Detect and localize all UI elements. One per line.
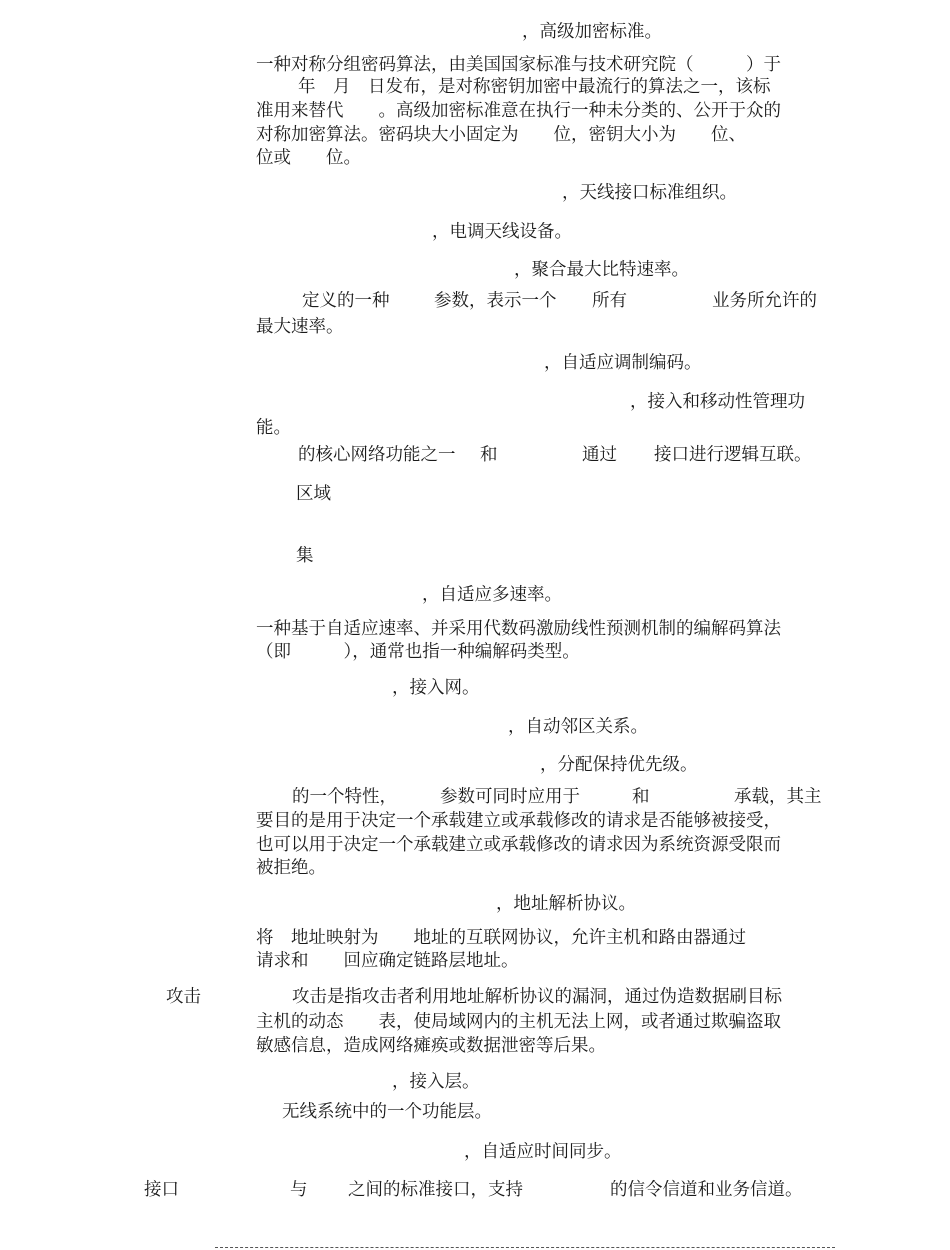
as-def: 无线系统中的一个功能层。	[282, 1102, 492, 1122]
ambr-def-fragment-1: 定义的一种	[302, 291, 390, 311]
abis-def-fragment-2: 之间的标准接口，支持	[348, 1180, 523, 1200]
aes-def-line-2: 年 月 日发布，是对称密钥加密中最流行的算法之一，该标	[298, 77, 771, 97]
anr-term: ，自动邻区关系。	[508, 717, 648, 737]
set-label: 集	[296, 546, 314, 566]
aisg-term: ，天线接口标准组织。	[562, 183, 737, 203]
amf-def-fragment-2: 和	[480, 445, 498, 465]
arp-attack-term: 攻击	[166, 987, 201, 1007]
arp-attack-def-line-3: 敏感信息，造成网络瘫痪或数据泄密等后果。	[256, 1036, 606, 1056]
arp-protocol-def-line-1: 将 地址映射为 地址的互联网协议，允许主机和路由器通过	[256, 928, 746, 948]
ret-term: ，电调天线设备。	[432, 222, 572, 242]
area-label: 区域	[296, 484, 331, 504]
amr-def-line-1: 一种基于自适应速率、并采用代数码激励线性预测机制的编解码算法	[256, 619, 781, 639]
arp-attack-def-line-1: 攻击是指攻击者利用地址解析协议的漏洞，通过伪造数据刷目标	[292, 987, 782, 1007]
an-term: ，接入网。	[392, 678, 480, 698]
arp-def-fragment-3: 和	[632, 787, 650, 807]
ats-term: ，自适应时间同步。	[464, 1142, 622, 1162]
footer-divider	[215, 1247, 835, 1248]
ambr-def-fragment-4: 业务所允许的	[712, 291, 817, 311]
amr-def-line-2: （即 ），通常也指一种编解码类型。	[256, 642, 580, 662]
amc-term: ，自适应调制编码。	[544, 353, 702, 373]
arp-def-fragment-4: 承载，其主	[734, 787, 822, 807]
amf-def-fragment-4: 接口进行逻辑互联。	[654, 445, 812, 465]
arp-def-line-3: 也可以用于决定一个承载建立或承载修改的请求因为系统资源受限而	[256, 835, 781, 855]
arp-protocol-term: ，地址解析协议。	[496, 894, 636, 914]
ambr-def-line-2: 最大速率。	[256, 317, 344, 337]
amf-term: ，接入和移动性管理功	[630, 392, 805, 412]
aes-def-line-3: 准用来替代 。高级加密标准意在执行一种未分类的、公开于众的	[256, 101, 781, 121]
aes-def-line-4: 对称加密算法。密码块大小固定为 位，密钥大小为 位、	[256, 125, 746, 145]
ambr-term: ，聚合最大比特速率。	[514, 260, 689, 280]
as-term: ，接入层。	[392, 1072, 480, 1092]
arp-def-fragment-1: 的一个特性，	[292, 787, 397, 807]
ambr-def-fragment-3: 所有	[592, 291, 627, 311]
amf-def-fragment-1: 的核心网络功能之一	[298, 445, 456, 465]
arp-def-line-2: 要目的是用于决定一个承载建立或承载修改的请求是否能够被接受，	[256, 811, 781, 831]
arp-term: ，分配保持优先级。	[540, 755, 698, 775]
ambr-def-fragment-2: 参数，表示一个	[434, 291, 557, 311]
abis-def-fragment-1: 与	[290, 1180, 308, 1200]
amr-term: ，自适应多速率。	[422, 585, 562, 605]
abis-term: 接口	[144, 1180, 179, 1200]
aes-def-line-5: 位或 位。	[256, 148, 361, 168]
arp-attack-def-line-2: 主机的动态 表，使局域网内的主机无法上网，或者通过欺骗盗取	[256, 1012, 781, 1032]
abis-def-fragment-3: 的信令信道和业务信道。	[610, 1180, 803, 1200]
arp-def-line-4: 被拒绝。	[256, 858, 326, 878]
arp-protocol-def-line-2: 请求和 回应确定链路层地址。	[256, 951, 519, 971]
amf-def-fragment-3: 通过	[582, 445, 617, 465]
amf-term-cont: 能。	[256, 418, 291, 438]
arp-def-fragment-2: 参数可同时应用于	[440, 787, 580, 807]
aes-term: ，高级加密标准。	[522, 22, 662, 42]
aes-def-line-1: 一种对称分组密码算法，由美国国家标准与技术研究院（ ）于	[256, 55, 781, 75]
